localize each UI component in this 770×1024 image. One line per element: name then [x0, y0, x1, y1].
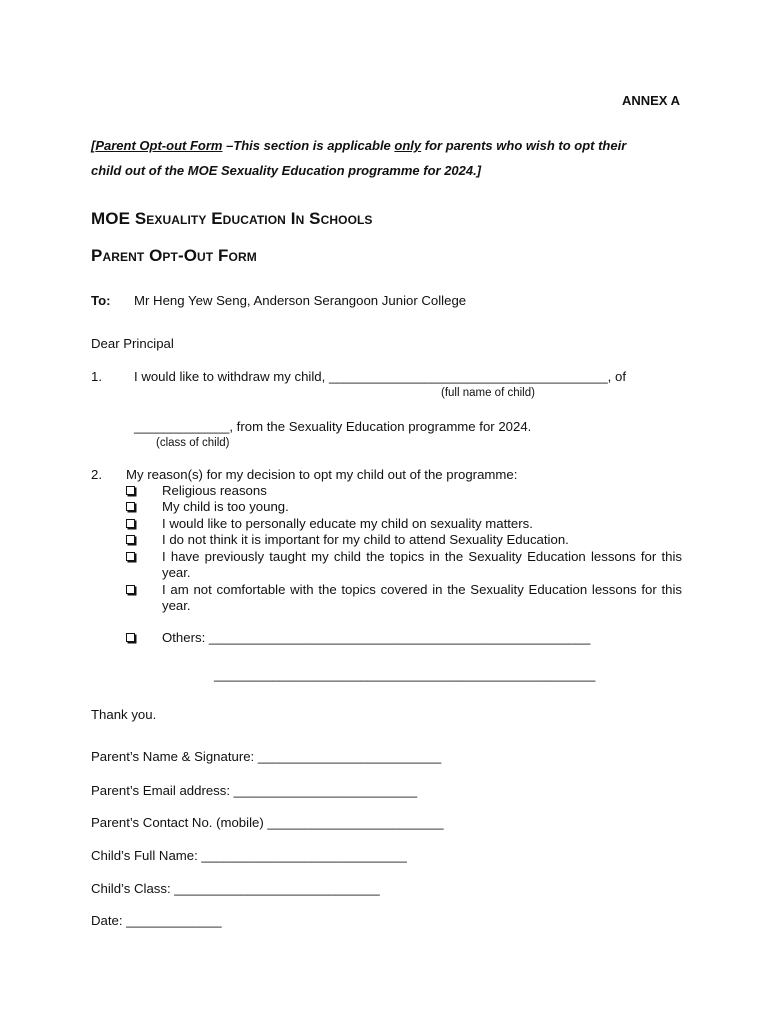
item1-number: 1. — [91, 369, 102, 384]
note-form-name: Parent Opt-out Form — [95, 138, 223, 153]
checkbox-icon[interactable] — [126, 585, 135, 594]
to-recipient: Mr Heng Yew Seng, Anderson Serangoon Junior College — [134, 293, 467, 308]
reason-others — [126, 630, 682, 647]
checkbox-icon[interactable] — [126, 535, 135, 544]
reason-label: I would like to personally educate my child on sexuality matters. — [162, 516, 533, 531]
parent-email-field[interactable]: Parent’s Email address: _________________________ — [91, 783, 418, 798]
reason-personally-educate — [126, 516, 682, 533]
class-statement: _____________, from the Sexuality Education programme for 2024. — [134, 419, 532, 434]
child-name-caption: (full name of child) — [441, 387, 535, 399]
reason-previously-taught — [126, 549, 682, 583]
child-class-field[interactable]: Child’s Class: ____________________________ — [91, 881, 380, 896]
reason-label: Others: ____________________________________________________ — [162, 630, 591, 645]
child-class-caption: (class of child) — [156, 437, 230, 449]
reasons-intro: My reason(s) for my decision to opt my child out of the programme: — [126, 467, 518, 482]
parent-contact-field[interactable]: Parent’s Contact No. (mobile) ________________________ — [91, 815, 444, 830]
reason-religious — [126, 483, 682, 500]
checkbox-icon[interactable] — [126, 519, 135, 528]
checkbox-icon[interactable] — [126, 633, 135, 642]
reason-label: I do not think it is important for my child to attend Sexuality Education. — [162, 532, 569, 547]
reason-too-young — [126, 499, 682, 516]
greeting: Dear Principal — [91, 336, 174, 351]
note-line2: child out of the MOE Sexuality Education programme for 2024. — [91, 163, 477, 178]
note-bracket-close: ] — [476, 163, 482, 178]
reason-not-important — [126, 532, 682, 549]
note-rest: for parents who wish to opt their — [421, 138, 627, 153]
others-line2: ____________________________________________________ — [214, 667, 596, 682]
form-title-line2: Parent Opt-Out Form — [91, 246, 257, 265]
reason-label: I have previously taught my child the topics in the Sexuality Education lessons for this year. — [162, 549, 682, 581]
form-title-line1: MOE Sexuality Education In Schools — [91, 209, 373, 228]
applicability-note — [91, 138, 681, 153]
item2-number: 2. — [91, 467, 102, 482]
date-field[interactable]: Date: _____________ — [91, 913, 222, 928]
child-name-field[interactable]: Child’s Full Name: ____________________________ — [91, 848, 407, 863]
reason-not-comfortable — [126, 582, 682, 616]
reason-label: I am not comfortable with the topics covered in the Sexuality Education lessons for this year. — [162, 582, 682, 614]
note-only: only — [394, 138, 422, 153]
parent-name-field[interactable]: Parent’s Name & Signature: _________________________ — [91, 749, 442, 764]
reason-label: Religious reasons — [162, 483, 267, 498]
note-mid: –This section is applicable — [222, 138, 395, 153]
checkbox-icon[interactable] — [126, 552, 135, 561]
checkbox-icon[interactable] — [126, 486, 135, 495]
checkbox-icon[interactable] — [126, 502, 135, 511]
to-label: To: — [91, 293, 111, 308]
note-bracket-open: [ — [91, 138, 96, 153]
annex-label: ANNEX A — [621, 93, 680, 108]
applicability-note-line2 — [91, 163, 681, 178]
thank-you: Thank you. — [91, 707, 157, 722]
withdraw-statement: I would like to withdraw my child, ______________________________________, of — [134, 369, 626, 384]
reason-label: My child is too young. — [162, 499, 289, 514]
